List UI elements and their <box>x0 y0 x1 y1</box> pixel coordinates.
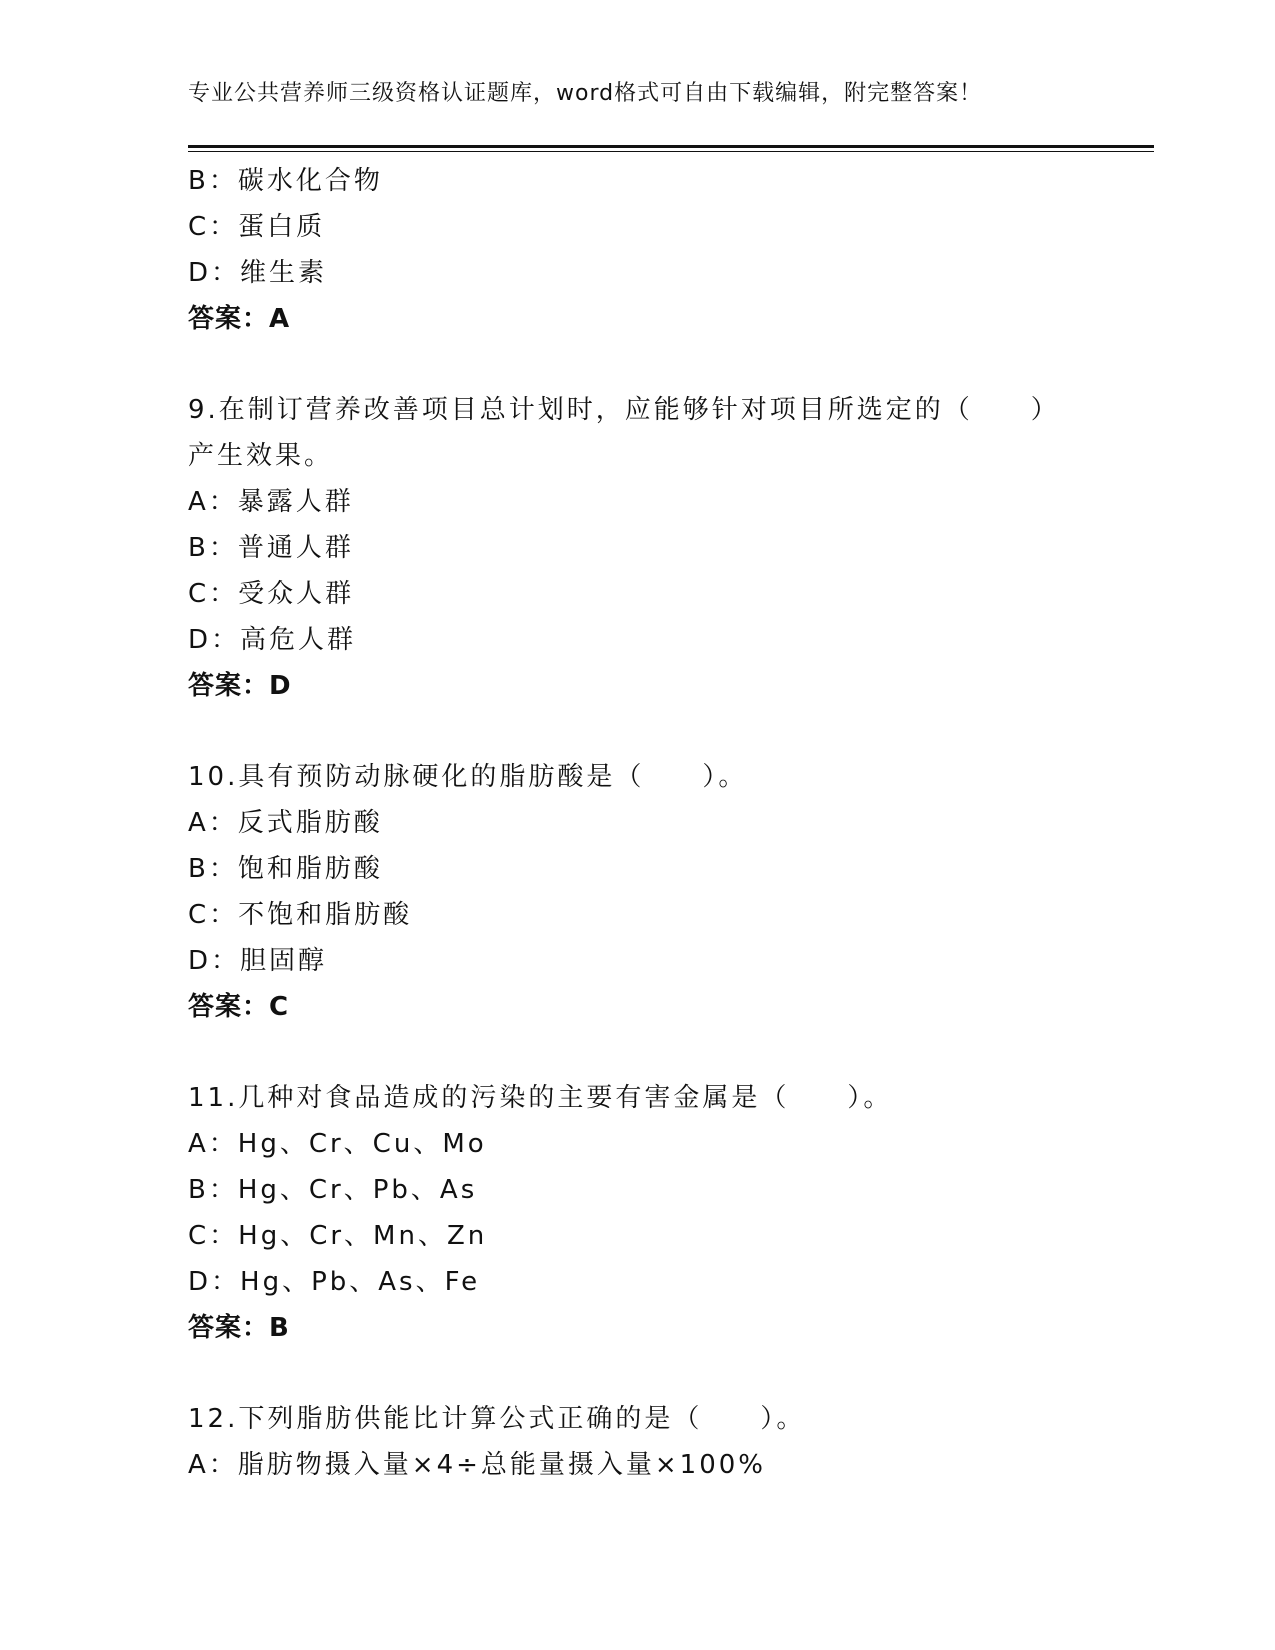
option-b: B：普通人群 <box>188 533 354 563</box>
answer-line: 答案：D <box>188 671 292 701</box>
question-stem: 12.下列脂肪供能比计算公式正确的是（ ）。 <box>188 1404 806 1434</box>
option-d: D：胆固醇 <box>188 946 328 976</box>
option-d: D：维生素 <box>188 258 328 288</box>
header-rule-thin <box>188 151 1154 152</box>
question-list <box>188 158 1148 1488</box>
option-d: D：高危人群 <box>188 625 357 655</box>
question-stem: 9.在制订营养改善项目总计划时，应能够针对项目所选定的（ ） <box>188 395 1060 425</box>
option-b: B：饱和脂肪酸 <box>188 854 383 884</box>
question-stem-continued: 产生效果。 <box>188 441 334 471</box>
question-block-12 <box>188 1396 1148 1488</box>
answer-line: 答案：A <box>188 304 291 334</box>
option-a: A：暴露人群 <box>188 487 354 517</box>
option-c: C：不饱和脂肪酸 <box>188 900 413 930</box>
option-b: B：Hg、Cr、Pb、As <box>188 1175 478 1205</box>
option-a: A：反式脂肪酸 <box>188 808 383 838</box>
document-header: 专业公共营养师三级资格认证题库，word格式可自由下载编辑，附完整答案！ <box>188 81 983 106</box>
option-b: B：碳水化合物 <box>188 166 383 196</box>
question-stem: 11.几种对食品造成的污染的主要有害金属是（ ）。 <box>188 1083 893 1113</box>
option-a: A：脂肪物摄入量×4÷总能量摄入量×100% <box>188 1450 767 1480</box>
question-stem: 10.具有预防动脉硬化的脂肪酸是（ ）。 <box>188 762 748 792</box>
option-c: C：Hg、Cr、Mn、Zn <box>188 1221 488 1251</box>
answer-line: 答案：B <box>188 1313 290 1343</box>
option-a: A：Hg、Cr、Cu、Mo <box>188 1129 487 1159</box>
option-c: C：受众人群 <box>188 579 355 609</box>
option-d: D：Hg、Pb、As、Fe <box>188 1267 481 1297</box>
question-block-11 <box>188 1075 1148 1351</box>
answer-line: 答案：C <box>188 992 290 1022</box>
header-rule-thick <box>188 145 1154 148</box>
question-block-8 <box>188 158 1148 342</box>
option-c: C：蛋白质 <box>188 212 326 242</box>
question-block-10 <box>188 754 1148 1030</box>
question-block-9 <box>188 387 1148 709</box>
